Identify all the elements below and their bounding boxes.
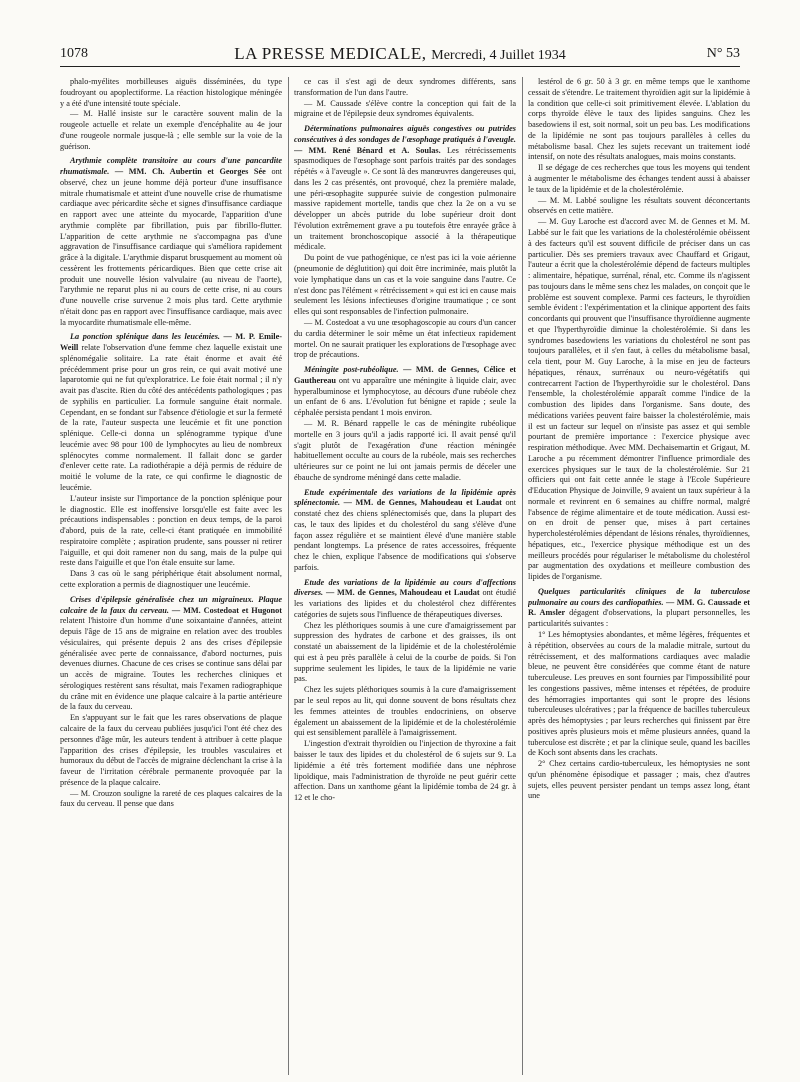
section-body: ont vu apparaître une méningite à liquide clair, avec hyperalbuminose et lymphocytose, au décours d'une rubéole chez un enfant de 6 ans. L'évolution fut bénigne et rapide ; seule la céphalée persista pendant 1 mois environ. <box>294 375 516 418</box>
paragraph: En s'appuyant sur le fait que les rares observations de plaque calcaire de la faux du cerveau publiées jusqu'ici l'ont été chez des personnes d'âge mûr, les auteurs tendent à attribuer à cette plaque l'apparition des crises d'épilepsie, les troubles vasculaires et humoraux du début de l'accès de migraine déclenchant la crise à la faveur de l'irritation cérébrale permanente provoquée par la présence de la plaque calcaire. <box>60 713 282 787</box>
paragraph: — M. Guy Laroche est d'accord avec M. de Gennes et M. M. Labbé sur le fait que les variations de la cholestérolémie obéissent à des facteurs qu'il est souvent difficile de préciser dans un cas particulier. Dès ses premiers travaux avec Chauffard et Grigaut, l'auteur a écrit que la cholestérolémie dépend de facteurs multiples : alimentaire, hépatique, surrénal, rénal, etc. Comme ils n'agissent pas toujours dans le même sens chez les malades, on conçoit que le problème est souvent complexe. Parmi ces facteurs, le thyroïdien semble évident : l'expérimentation et la clinique apportent des faits concordants qui prouvent que l'insuffisance thyroïdienne augmente et que l'hyperthyroïdie diminue la cholestérolémie. Si dans les syndromes basedowiens les variations du cholestérol ne sont pas toujours parallèles, et il s'en faut, à celles du métabolisme basal, cela tient, pour M. Guy Laroche, à la mise en jeu de facteurs hépatiques, rénaux, surrénaux ou neuro-végétatifs qui contrecarrent l'action de l'hyperthyroïdie sur le cholestérol. Dans l'ensemble, la cholestérolémie apparaît comme l'indice de la combustion des lipides dans l'organisme. Sans doute, des médications variées peuvent faire baisser la cholestérolémie, mais il est un facteur sur lequel on n'insiste pas assez et qui semble pourtant de première importance : l'exercice physique avec respiration méthodique. Avec MM. Dechaisemartin et Grigaut, M. Laroche a pu récemment démontrer l'influence primordiale des exercices physiques sur le taux de la cholestérolémie. Sur 21 officiers qui ont fait cette année le stage à l'Ecole Supérieure d'Education Physique de Joinville, 9 avaient un taux supérieur à la normale et revinrent en 6 semaines au chiffre normal, malgré l'absence de régime alimentaire et de toute médication. Aussi est-on en droit de penser que, mises à part certaines hypercholestérolémies dépendant de lésions rénales, thyroïdiennes, hépatiques, etc., l'exercice physique méthodique est un des meilleurs procédés pour régulariser le métabolisme du cholestérol par augmentation des oxydations et meilleure combustion des lipides de l'organisme. <box>528 217 750 582</box>
paragraph: — M. Costedoat a vu une œsophagoscopie au cours d'un cancer du cardia déterminer le soir même un état infectieux rapidement mortel. On ne saurait pratiquer les explorations de l'œsophage avec trop de précautions. <box>294 318 516 360</box>
section-title: Quelques particularités cliniques de la tuberculose pulmonaire au cours des cardiopathies. <box>528 586 750 607</box>
paragraph: — M. M. Labbé souligne les résultats souvent déconcertants observés en cette matière. <box>528 195 750 216</box>
section-authors: — M. P. Emile-Weill <box>60 332 282 353</box>
section-title: Etude expérimentale des variations de la lipidémie après splénectomie. <box>294 487 516 508</box>
section-authors: — MM. Costedoat et Hugonot <box>168 605 282 615</box>
section-title: Déterminations pulmonaires aiguës congestives ou putrides consécutives à des sondages de l'œsophage pratiqués à l'aveugle. <box>294 124 516 144</box>
paragraph: — M. Crouzon souligne la rareté de ces plaques calcaires de la faux du cerveau. Il pense que dans <box>60 788 282 809</box>
paragraph: 1° Les hémoptysies abondantes, et même légères, fréquentes et à répétition, observées au cours de la maladie mitrale, surtout du rétrécissement, et des malformations cardiaques avec maladie bleue, ne peuvent être considérées que comme étant de nature tuberculeuse. Les preuves en sont fournies par l'impossibilité pour les congestions passives, même intenses et répétées, de produire des hémorragies importantes qui sont le propre des lésions tuberculeuses ulcératives ; par la fréquence de bacilles tuberculeux après des hémoptysies ; par leurs recherches qui finissent par être positives après plusieurs mois et même plusieurs années, quand la tuberculose est discrète ; et par la clinique seule, quand les bacilles de Koch sont absents dans les crachats. <box>528 630 750 758</box>
section-body: Les rétrécissements spasmodiques de l'œsophage sont parfois traités par des sondages répétés « à l'aveugle ». Ce sont là des manœuvres dangereuses qui, dans les 2 cas présentés, ont provoqué, chez la première malade, une péri-œsophagite suppurée suivie de congestion pulmonaire massive rapidement mortelle, tandis que chez la 2e on a vu se développer un abcès putride du lobe supérieur droit dont l'évolution extrêmement grave a pu toutefois être enrayée grâce à un traitement bronchoscopique associé à la thérapeutique médicale. <box>294 145 516 252</box>
section-paragraph <box>294 578 516 621</box>
section-title: Etude des variations de la lipidémie au cours d'affections diverses. <box>294 577 516 598</box>
section-body: relatent l'histoire d'un homme d'une soixantaine d'années, atteint depuis l'âge de 15 ans de migraine en relation avec des troubles vésiculaires, qui présente depuis 2 ans des crises d'épilepsie généralisée avec perte de connaissance, d'abord nocturnes, puis devenues diurnes. Chacune de ces crises se continue sans délai par un accès de migraine. Toutes les recherches cliniques et sérologiques restèrent sans résultat, mais l'examen radiographique du crâne mit en évidence une plaque calcaire à la partie antérieure de la faux du cerveau. <box>60 616 282 712</box>
issue-date: Mercredi, 4 Juillet 1934 <box>431 48 566 63</box>
paragraph: — M. Hallé insiste sur le caractère souvent malin de la rougeole actuelle et relate un exemple d'encéphalite au 4e jour d'une rougeole normale jusque-là ; elle semble sur la voie de la guérison. <box>60 109 282 151</box>
paragraph: Du point de vue pathogénique, ce n'est pas ici la voie aérienne (pneumonie de déglutition) qui doit être incriminée, mais plutôt la voie lymphatique dans un cas et la voie sanguine dans l'autre. Ce n'est donc pas l'élément « rétrécissement » qui est ici en cause mais seulement les lésions infectieuses d'origine traumatique ; ce sont elles qui sont responsables de l'infection pulmonaire. <box>294 253 516 317</box>
section-title: Crises d'épilepsie généralisée chez un migraineux. Plaque calcaire de la faux du cerveau. <box>60 594 282 615</box>
column-divider <box>288 77 289 1075</box>
section-title: La ponction splénique dans les leucémies. <box>70 332 220 342</box>
section-authors: — MM. de Gennes, Mahoudeau et Laudat <box>340 498 502 508</box>
section-authors: — MM. Ch. Aubertin et Georges Sée <box>109 167 266 177</box>
section-paragraph <box>528 587 750 630</box>
section-body: ont observé, chez un jeune homme déjà porteur d'une insuffisance mitrale rhumatismale et atteint d'une nouvelle crise de rhumatisme cardiaque avec péricardite sèche et signes d'insuffisance cardiaque en rapport avec une atteinte du myocarde, l'apparition d'une arythmie complète par fibrillation, puis par fibrillo-flutter. L'apparition de cette arythmie ne s'accompagna pas d'une aggravation de l'insuffisance cardiaque qui s'améliora rapidement grâce à la digitale. L'arythmie disparut brusquement au moment où cessèrent les frottements péricardiques. Bien que cette crise ait produit une nouvelle lésion valvulaire (au niveau de l'aorte), l'arythmie ne reparut plus ni au cours de cette crise, ni au cours d'une nouvelle crise survenue 2 mois plus tard. Cette arythmie n'était donc pas en rapport avec l'insuffisance cardiaque, mais avec la myocardite rhumatismale elle-même. <box>60 167 282 327</box>
paragraph: Dans 3 cas où le sang périphérique était absolument normal, cette exploration a permis de diagnostiquer une leucémie. <box>60 569 282 590</box>
column-1 <box>60 77 282 1075</box>
paragraph: phalo-myélites morbilleuses aiguës disséminées, du type foudroyant ou apoplectiforme. La réaction histologique méningée y a été d'une intensité toute spéciale. <box>60 77 282 108</box>
page-header <box>60 44 740 67</box>
paragraph: — M. R. Bénard rappelle le cas de méningite rubéolique mortelle en 3 jours qu'il a jadis rapporté ici. Il avait pensé qu'il s'agit plutôt de l'exagération d'une réaction méningée habituellement occulte au cours de la rubéole, mais ses recherches ultérieures sur ce point ne lui ont jamais permis de déceler une ébauche de syndrome méningé dans cette maladie. <box>294 419 516 482</box>
section-paragraph <box>60 595 282 713</box>
section-title: Arythmie complète transitoire au cours d'une pancardite rhumatismale. <box>60 156 282 177</box>
paragraph: Chez les sujets pléthoriques soumis à la cure d'amaigrissement par le seul repos au lit, qui donne souvent de bons résultats chez les femmes atteintes de troubles endocriniens, on observe également un abaissement de la lipidémie et de la cholestérolémie qui est sensiblement parallèle à l'amaigrissement. <box>294 685 516 738</box>
paragraph: — M. Caussade s'élève contre la conception qui fait de la migraine et de l'épilepsie deux syndromes équivalents. <box>294 98 516 119</box>
issue-number: N° 53 <box>706 46 740 61</box>
journal-title: LA PRESSE MEDICALE, <box>234 44 427 63</box>
paragraph: L'ingestion d'extrait thyroïdien ou l'injection de thyroxine a fait baisser le taux des lipides et du cholestérol de 6 sujets sur 9. La lipidémie a été très fortement modifiée dans une néphrose lipoïdique, mais l'administration de thyroïde ne peut guérir cette affection. Dans un xanthome géant la lipidémie tomba de 24 gr. à 12 et le cho- <box>294 739 516 803</box>
section-paragraph <box>294 488 516 574</box>
section-body: relate l'observation d'une femme chez laquelle existait une splénomégalie solitaire. La rate était énorme et avait été précédemment prise pour un gros rein, ce qui avait motivé une laparotomie qui ne fut qu'exploratrice. Le foie était normal ; il n'y avait pas d'ascite. Rien du côté des antécédents pathologiques ; pas de syphilis en particulier. La formule sanguine était normale. Cependant, en se fondant sur l'absence d'étiologie et sur la fermeté de la rate, l'auteur suspecta une leucémie et fit une ponction splénique. Celle-ci donna un splénogramme typique d'une leucémie avec 98 pour 100 de lymphocytes au lieu de nombreux splénocytes comme normalement. Il fallait donc se garder d'enlever cette rate. La radiothérapie a déjà permis de réduire de moitié le volume de la rate, ce qui confirme le diagnostic de leucémie. <box>60 343 282 492</box>
section-body: ont étudié les variations des lipides et du cholestérol chez différentes catégories de sujets sous l'influence de thérapeutiques diverses. <box>294 588 516 619</box>
section-authors: — MM. René Bénard et A. Soulas. <box>294 145 441 155</box>
paragraph: L'auteur insiste sur l'importance de la ponction splénique pour le diagnostic. Elle est inoffensive lorsqu'elle est faite avec les précautions indispensables : ponction en deux temps, de la paroi d'abord, puis de la rate, celle-ci étant pratiquée en immobilité respiratoire complète ; aspiration prudente, sans pousser ni retirer l'aiguille, et qui doit ramener non du sang, mais de la pulpe qui reste dans l'aiguille et que l'on étale ensuite sur lame. <box>60 493 282 568</box>
section-authors: — MM. de Gennes, Célice et Gauthereau <box>294 365 516 385</box>
section-body: dégagent d'observations, la plupart personnelles, les particularités suivantes : <box>528 608 750 629</box>
paragraph: Il se dégage de ces recherches que tous les moyens qui tendent à augmenter le métabolisme des échanges tendent aussi à abaisser le taux de la lipidémie et de la cholestérolémie. <box>528 163 750 194</box>
paragraph: Chez les pléthoriques soumis à une cure d'amaigrissement par suppression des hydrates de carbone et des graisses, ils ont constaté un abaissement de la lipidémie et de la cholestérolémie qui est à peu près parallèle à celui de la courbe de poids. Si l'on supprime seulement les lipides, le taux de la lipidémie ne varie pas. <box>294 620 516 684</box>
page-number: 1078 <box>60 46 88 61</box>
section-paragraph <box>60 156 282 328</box>
column-3 <box>528 77 750 1075</box>
section-paragraph <box>60 332 282 493</box>
article-columns <box>60 77 750 1075</box>
section-paragraph <box>294 124 516 253</box>
section-title: Méningite post-rubéolique. <box>304 365 399 375</box>
paragraph: 2° Chez certains cardio-tuberculeux, les hémoptysies ne sont qu'un phénomène épisodique et passager ; mais, chez d'autres sujets, elles peuvent persister pendant un temps assez long, étant une <box>528 759 750 801</box>
paragraph: lestérol de 6 gr. 50 à 3 gr. en même temps que le xanthome cessait de s'étendre. Le traitement thyroïdien agit sur la lipidémie à la condition que celle-ci soit primitivement élevée. L'ablation du corps thyroïde élève le taux des lipides sanguins. Chez les basedowiens il est, soit normal, soit un peu bas. Les modifications de la lipidémie ne sont pas toujours parallèles à celles du métabolisme basal. Chez les sujets recevant un traitement iodé intensif, on note des résultats analogues, mais moins constants. <box>528 77 750 162</box>
journal-masthead <box>60 44 740 64</box>
column-2 <box>294 77 516 1075</box>
section-authors: — MM. de Gennes, Mahoudeau et Laudat <box>323 588 480 598</box>
column-divider <box>522 77 523 1075</box>
paragraph: ce cas il s'est agi de deux syndromes différents, sans transformation de l'un dans l'autre. <box>294 77 516 97</box>
section-body: ont constaté chez des chiens splénectomisés que, dans la plupart des cas, le taux des lipides et du cholestérol du sang s'élève d'une façon assez régulière et se maintient élevé d'une manière stable pendant longtemps. La présence de rates accessoires, fréquente chez le chien, explique l'absence de modifications qui s'observe parfois. <box>294 498 516 572</box>
section-paragraph <box>294 365 516 419</box>
section-authors: — MM. G. Caussade et R. Amsler <box>528 597 750 618</box>
